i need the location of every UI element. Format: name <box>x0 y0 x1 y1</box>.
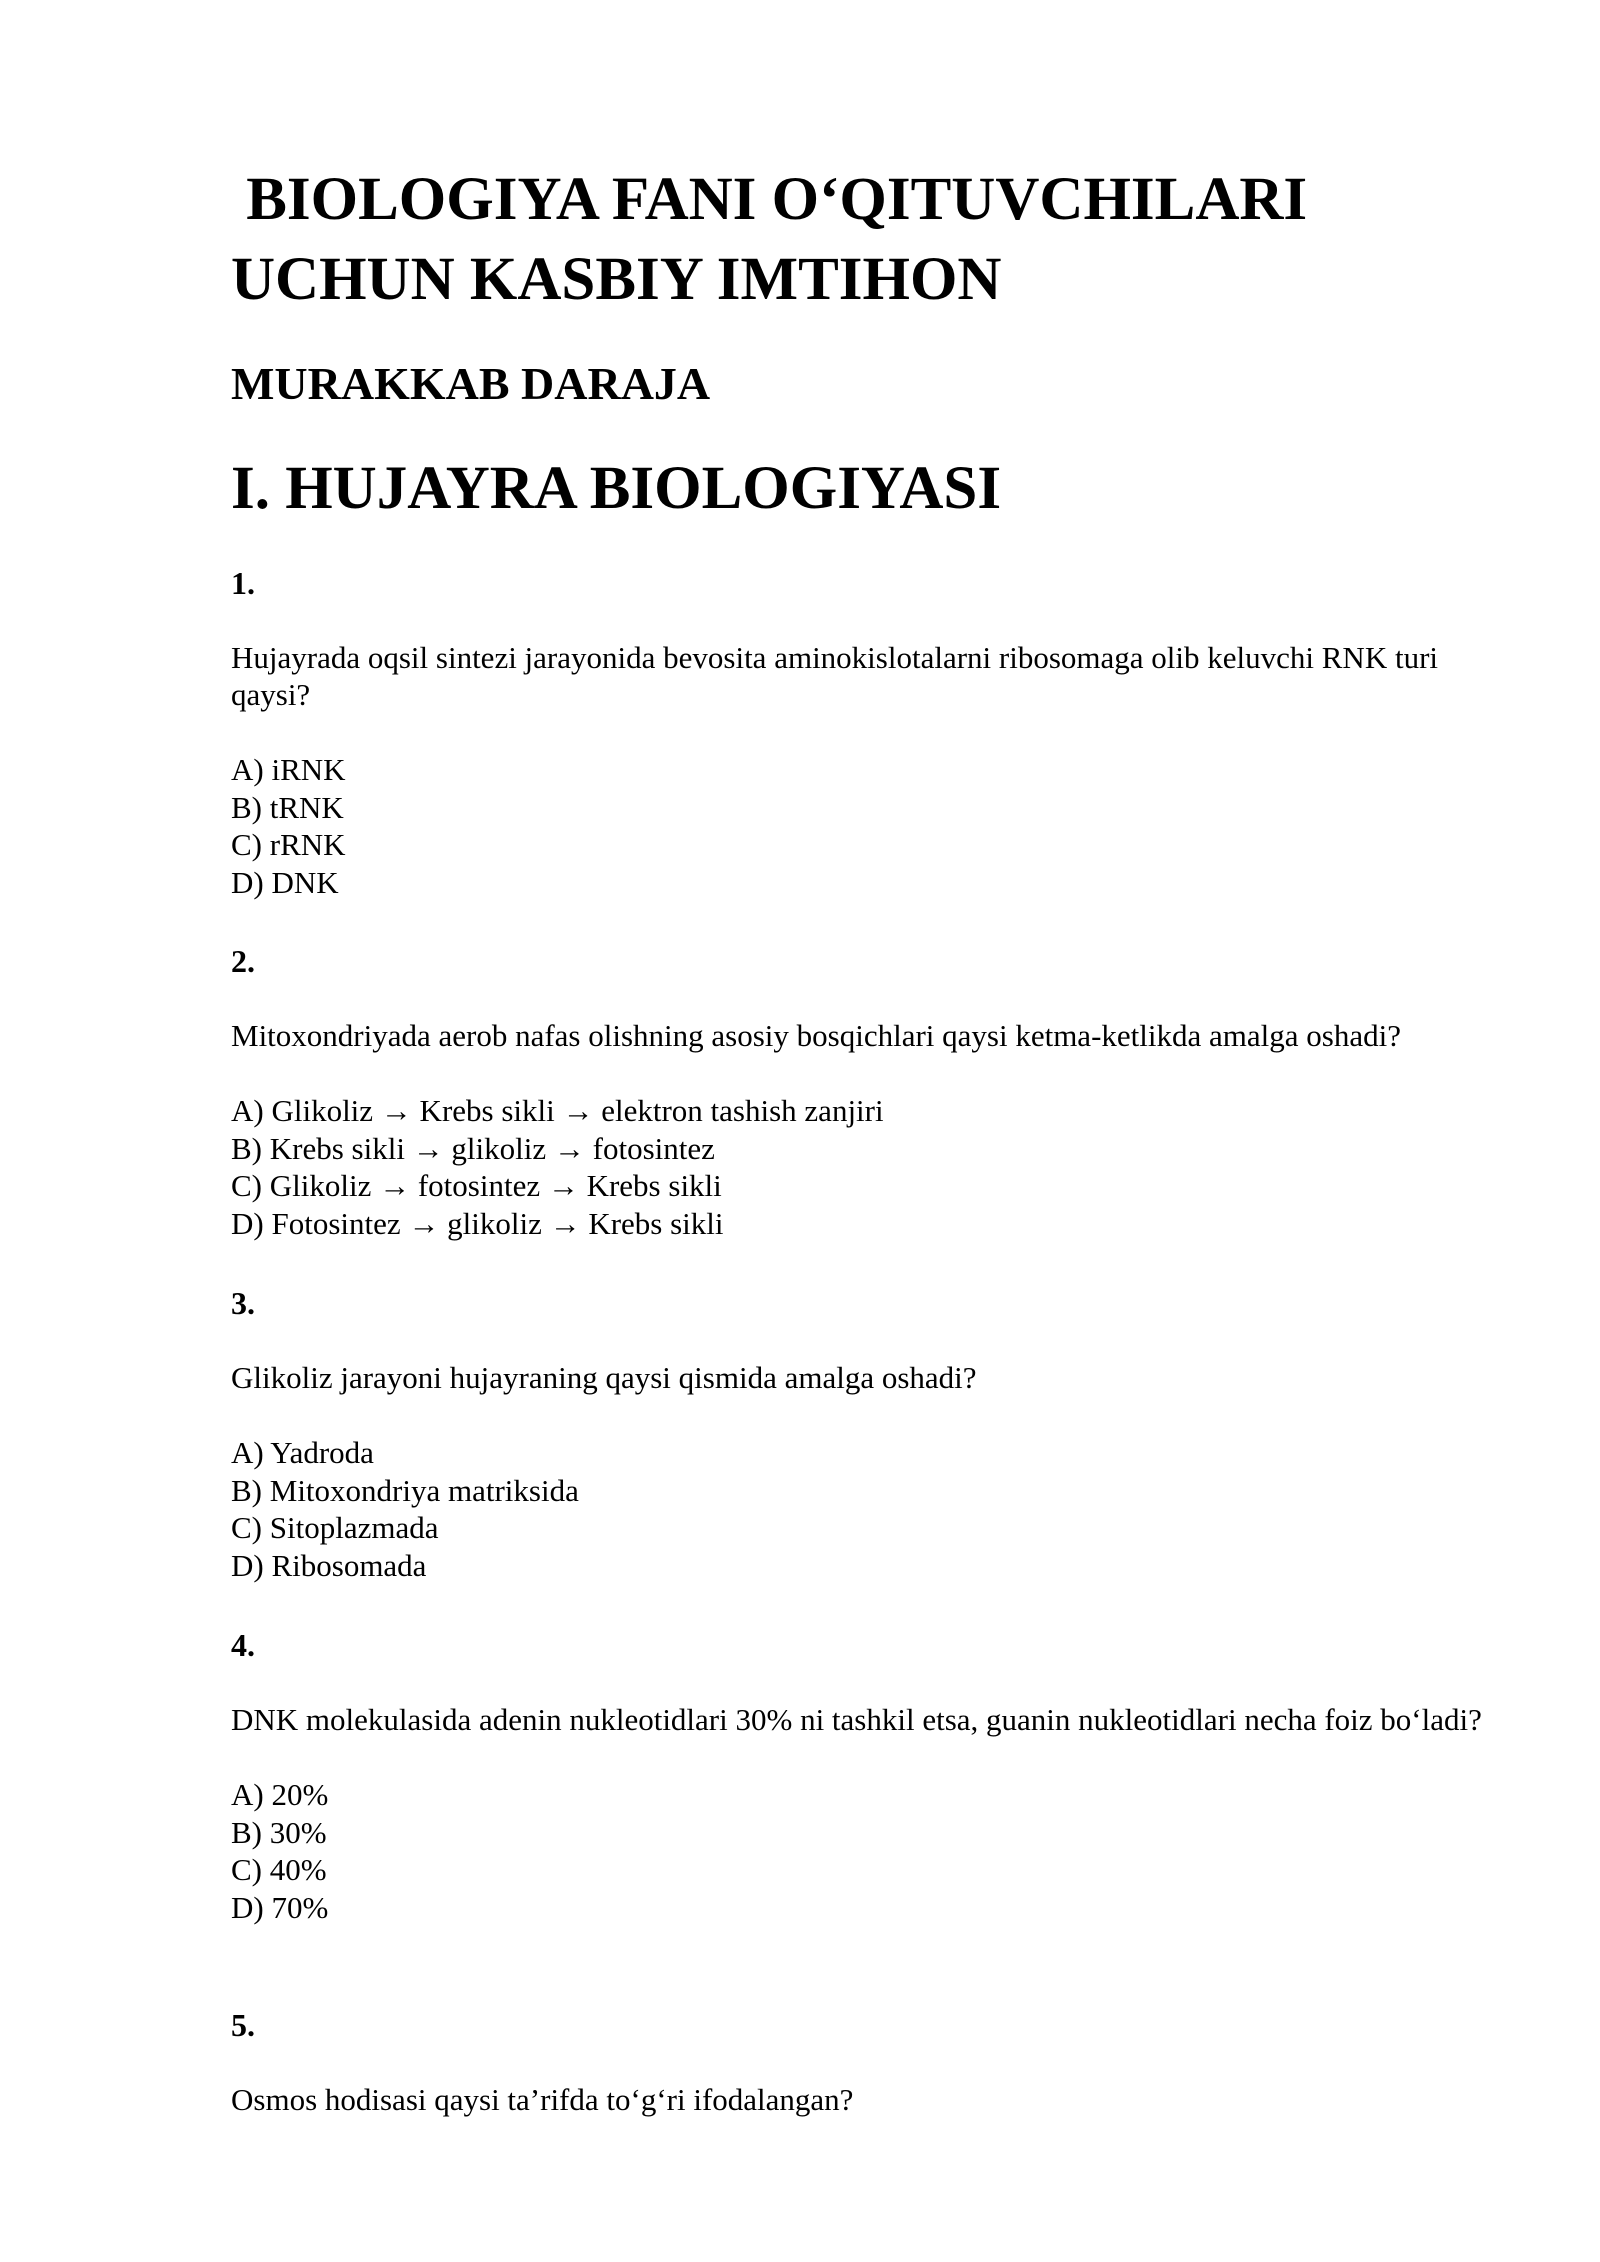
answer-option-c: C) Glikoliz → fotosintez → Krebs sikli <box>231 1168 722 1203</box>
question-number: 1. <box>231 565 255 601</box>
answer-option-a: A) Yadroda <box>231 1435 374 1470</box>
question-1 <box>231 563 1521 901</box>
answer-option-c: C) Sitoplazmada <box>231 1510 439 1545</box>
answer-option-d: D) Ribosomada <box>231 1547 427 1583</box>
answer-option-d: D) 70% <box>231 1889 329 1925</box>
question-number: 5. <box>231 2007 255 2043</box>
question-text: Mitoxondriyada aerob nafas olishning asosiy bosqichlari qaysi ketma-ketlikda amalga oshadi? <box>231 1018 1401 1053</box>
answer-option-a: A) iRNK <box>231 752 346 787</box>
answer-option-d: D) Fotosintez → glikoliz → Krebs sikli <box>231 1205 724 1241</box>
question-text: Glikoliz jarayoni hujayraning qaysi qismida amalga oshadi? <box>231 1360 977 1395</box>
document-subtitle: MURAKKAB DARAJA <box>231 358 711 409</box>
answer-option-c: C) rRNK <box>231 827 346 862</box>
question-number: 4. <box>231 1627 255 1663</box>
answer-option-c: C) 40% <box>231 1852 327 1887</box>
answer-option-a: A) Glikoliz → Krebs sikli → elektron tashish zanjiri <box>231 1093 884 1128</box>
section-title: I. HUJAYRA BIOLOGIYASI <box>231 455 1002 522</box>
question-number: 2. <box>231 943 255 979</box>
question-text: Hujayrada oqsil sintezi jarayonida bevosita aminokislotalarni ribosomaga olib keluvchi RNK turi qaysi? <box>231 640 1439 712</box>
answer-option-a: A) 20% <box>231 1777 329 1812</box>
question-3 <box>231 1283 1521 1584</box>
answer-option-b: B) 30% <box>231 1814 327 1850</box>
document-title <box>231 160 1521 320</box>
document-title-text: BIOLOGIYA FANI O‘QITUVCHILARI UCHUN KASBIY IMTIHON <box>231 166 1308 313</box>
answer-options <box>231 1776 1521 1926</box>
answer-options <box>231 1092 1521 1242</box>
question-number: 3. <box>231 1285 255 1321</box>
answer-option-b: B) Krebs sikli → glikoliz → fotosintez <box>231 1130 715 1166</box>
answer-option-b: B) tRNK <box>231 789 344 825</box>
question-text: DNK molekulasida adenin nukleotidlari 30% ni tashkil etsa, guanin nukleotidlari necha foiz bo‘ladi? <box>231 1702 1482 1737</box>
answer-options <box>231 751 1521 901</box>
question-5 <box>231 2005 1521 2118</box>
question-text: Osmos hodisasi qaysi ta’rifda to‘g‘ri ifodalangan? <box>231 2082 854 2117</box>
answer-option-d: D) DNK <box>231 864 339 900</box>
question-4 <box>231 1625 1521 1926</box>
question-2 <box>231 941 1521 1242</box>
answer-option-b: B) Mitoxondriya matriksida <box>231 1472 579 1508</box>
answer-options <box>231 1434 1521 1584</box>
